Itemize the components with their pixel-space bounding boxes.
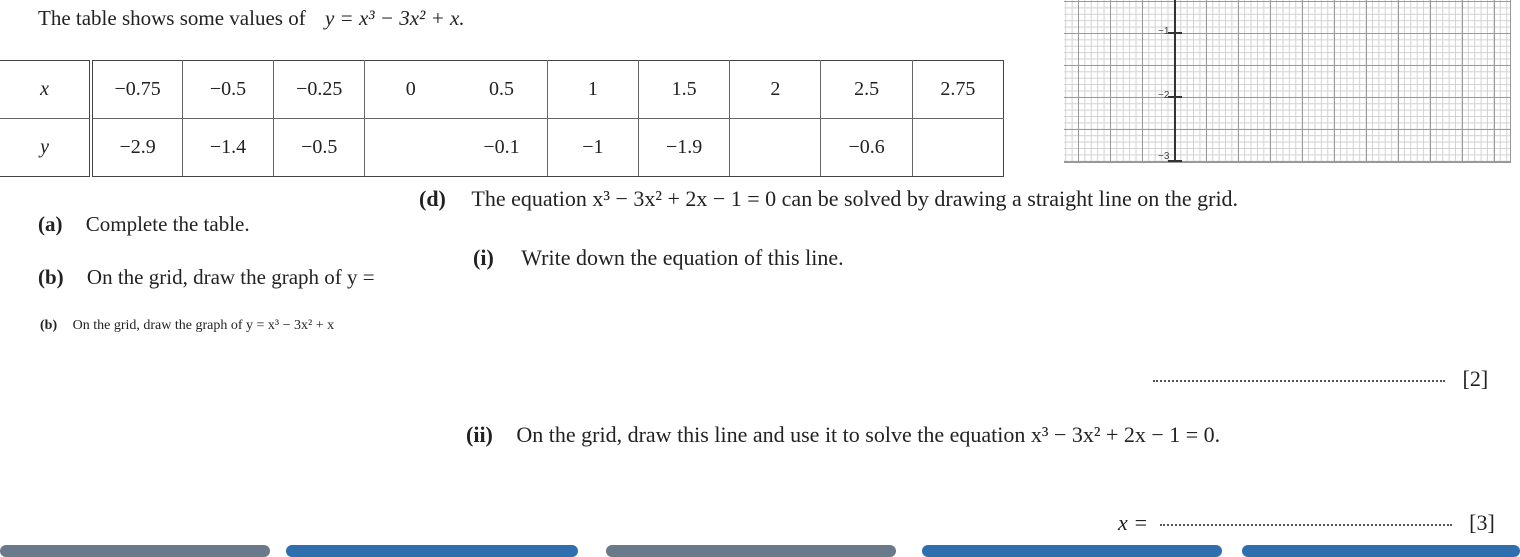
answer-line-i (1153, 366, 1488, 392)
question-b-label: (b) (38, 265, 64, 289)
axis-tick (1168, 96, 1182, 98)
question-i-text: Write down the equation of this line. (521, 245, 844, 270)
tick-label: −1 (1158, 26, 1170, 37)
table-row-y (0, 119, 1004, 177)
answer-prefix-ii: x = (1118, 510, 1149, 535)
question-d-text: The equation x³ − 3x² + 2x − 1 = 0 can be solved by drawing a straight line on the grid. (471, 186, 1239, 211)
bottom-tab[interactable] (1242, 545, 1520, 557)
question-a (38, 212, 250, 237)
table-cell: 0.5 (456, 61, 547, 119)
table-cell: 2 (730, 61, 821, 119)
bottom-tab[interactable] (922, 545, 1222, 557)
question-b (38, 265, 375, 290)
question-b-small-text: On the grid, draw the graph of y = x³ − 3x² + x (72, 318, 335, 333)
question-d-i (473, 245, 844, 271)
table-cell: 2.75 (912, 61, 1003, 119)
table-cell: −0.6 (821, 119, 912, 177)
table-cell: −0.5 (274, 119, 365, 177)
answer-field-ii[interactable] (1160, 524, 1452, 526)
bottom-tab[interactable] (0, 545, 270, 557)
question-a-text: Complete the table. (85, 212, 250, 236)
marks-ii: [3] (1469, 510, 1495, 535)
table-cell: 0 (365, 61, 456, 119)
intro-text: The table shows some values of (38, 6, 306, 30)
tick-label: −2 (1158, 90, 1170, 101)
question-b-small-label: (b) (40, 318, 58, 333)
table-header-x: x (0, 61, 91, 119)
table-cell: 1 (547, 61, 638, 119)
table-cell: −0.1 (456, 119, 547, 177)
table-cell-blank[interactable] (912, 119, 1003, 177)
question-a-label: (a) (38, 212, 63, 236)
table-row-x (0, 61, 1004, 119)
table-cell: 2.5 (821, 61, 912, 119)
table-cell: −1 (547, 119, 638, 177)
table-cell: −0.25 (274, 61, 365, 119)
tick-label: −3 (1158, 151, 1170, 162)
bottom-tab[interactable] (606, 545, 896, 557)
intro-line (38, 6, 465, 31)
axis-tick (1168, 160, 1182, 162)
table-header-y: y (0, 119, 91, 177)
axis-tick (1168, 32, 1182, 34)
question-ii-label: (ii) (466, 422, 493, 447)
table-cell: −0.75 (91, 61, 182, 119)
answer-line-ii (1118, 510, 1495, 536)
answer-field-i[interactable] (1153, 380, 1445, 382)
table-cell: −1.9 (639, 119, 730, 177)
table-cell: −1.4 (182, 119, 273, 177)
intro-equation: y = x³ − 3x² + x. (324, 6, 465, 30)
question-b-small (40, 318, 334, 334)
bottom-tab[interactable] (286, 545, 578, 557)
question-ii-text: On the grid, draw this line and use it to solve the equation x³ − 3x² + 2x − 1 = 0. (516, 422, 1221, 447)
table-cell-blank[interactable] (365, 119, 456, 177)
question-b-text: On the grid, draw the graph of y = (86, 265, 375, 289)
table-cell: −0.5 (182, 61, 273, 119)
values-table (0, 60, 1004, 177)
question-d-ii (466, 422, 1220, 448)
table-cell: −2.9 (91, 119, 182, 177)
question-d-label: (d) (419, 186, 446, 211)
question-i-label: (i) (473, 245, 494, 270)
marks-i: [2] (1462, 366, 1489, 391)
table-cell-blank[interactable] (730, 119, 821, 177)
graph-grid[interactable] (1064, 0, 1511, 163)
question-d (419, 186, 1238, 212)
table-cell: 1.5 (639, 61, 730, 119)
y-axis (1174, 0, 1176, 162)
